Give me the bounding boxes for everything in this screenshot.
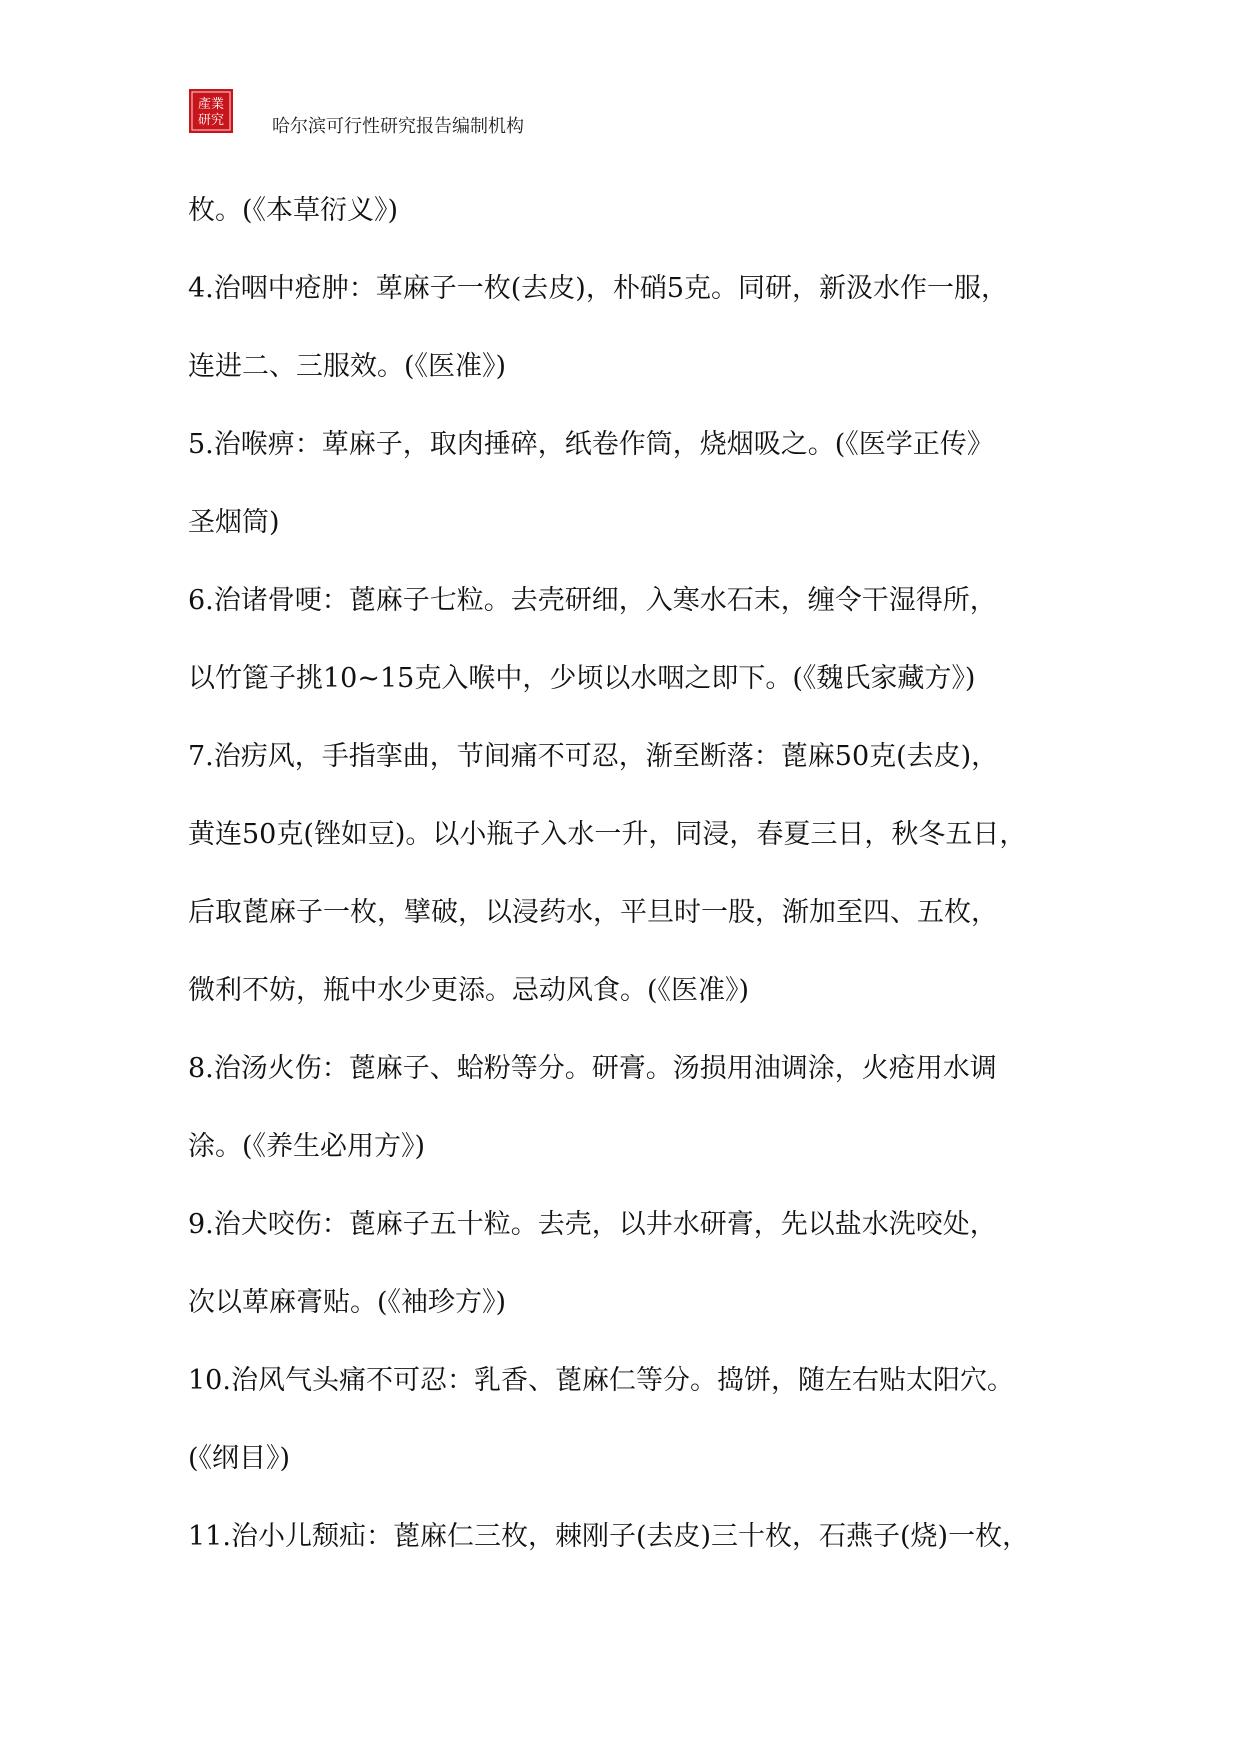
text-line: 以竹篦子挑10~15克入喉中，少顷以水咽之即下。(《魏氏家藏方》) bbox=[188, 663, 976, 694]
document-body bbox=[188, 184, 1068, 1588]
text-line: (《纲目》) bbox=[188, 1443, 291, 1474]
text-line: 微利不妨，瓶中水少更添。忌动风食。(《医准》) bbox=[188, 975, 750, 1006]
text-line: 圣烟筒) bbox=[188, 507, 280, 538]
organization-name: 哈尔滨可行性研究报告编制机构 bbox=[272, 116, 524, 137]
text-line: 6.治诸骨哽：蓖麻子七粒。去壳研细，入寒水石末，缠令干湿得所， bbox=[188, 585, 997, 616]
text-line: 涂。(《养生必用方》) bbox=[188, 1131, 426, 1162]
text-line: 后取蓖麻子一枚，擘破，以浸药水，平旦时一股，渐加至四、五枚， bbox=[188, 897, 998, 928]
text-line: 4.治咽中疮肿：萆麻子一枚(去皮)，朴硝5克。同研，新汲水作一服， bbox=[188, 273, 1009, 304]
text-line: 黄连50克(锉如豆)。以小瓶子入水一升，同浸，春夏三日，秋冬五日， bbox=[188, 819, 1027, 850]
text-line: 连进二、三服效。(《医准》) bbox=[188, 351, 507, 382]
text-line: 10.治风气头痛不可忍：乳香、蓖麻仁等分。捣饼，随左右贴太阳穴。 bbox=[188, 1365, 1014, 1396]
svg-text:產業: 產業 bbox=[197, 97, 225, 112]
text-line: 11.治小儿颓疝：蓖麻仁三枚，棘刚子(去皮)三十枚，石燕子(烧)一枚， bbox=[188, 1521, 1030, 1552]
text-line: 7.治疠风，手指挛曲，节间痛不可忍，渐至断落：蓖麻50克(去皮)， bbox=[188, 741, 999, 772]
text-line: 5.治喉痹：萆麻子，取肉捶碎，纸卷作筒，烧烟吸之。(《医学正传》 bbox=[188, 429, 994, 460]
text-line: 枚。(《本草衍义》) bbox=[188, 195, 399, 226]
seal-logo bbox=[188, 88, 234, 134]
text-line: 9.治犬咬伤：蓖麻子五十粒。去壳，以井水研膏，先以盐水洗咬处， bbox=[188, 1209, 997, 1240]
page-header bbox=[188, 88, 1088, 144]
svg-text:研究: 研究 bbox=[197, 113, 225, 128]
text-line: 次以萆麻膏贴。(《袖珍方》) bbox=[188, 1287, 507, 1318]
text-line: 8.治汤火伤：蓖麻子、蛤粉等分。研膏。汤损用油调涂，火疮用水调 bbox=[188, 1053, 997, 1084]
